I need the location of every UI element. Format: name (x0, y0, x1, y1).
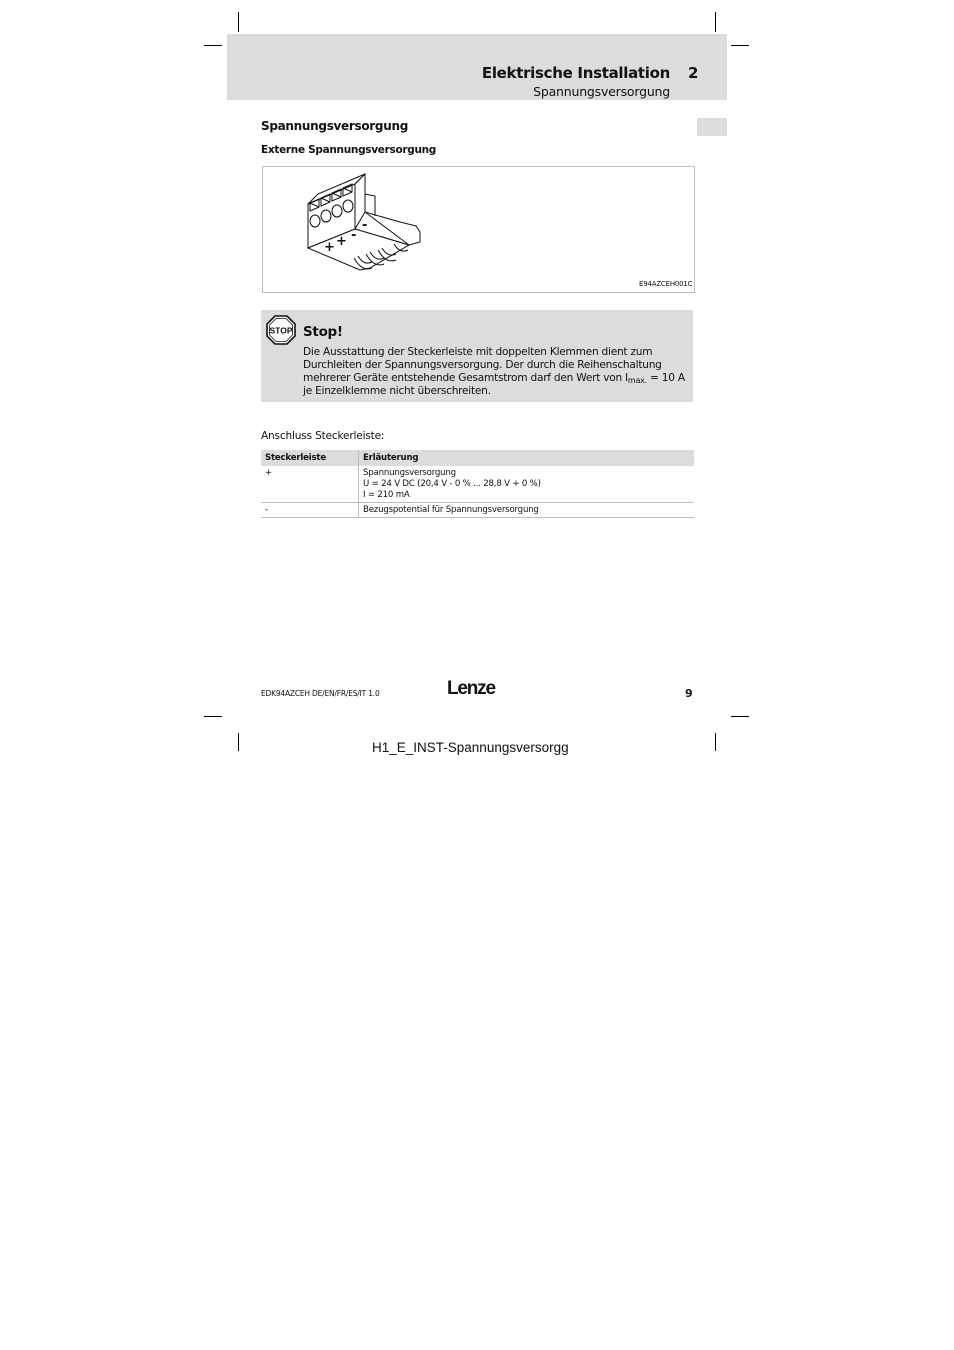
table-cell-description (359, 466, 695, 503)
stop-sign-label: STOP (269, 325, 293, 336)
stop-text (303, 346, 688, 398)
terminal-mark-2: + (336, 234, 347, 249)
connection-intro: Anschluss Steckerleiste: (261, 430, 385, 442)
page-number: 9 (685, 687, 693, 700)
stop-text-subscript: max. (627, 376, 647, 385)
column-header-pin: Steckerleiste (261, 450, 359, 466)
stop-sign-icon (266, 315, 296, 345)
footer-document-id: EDK94AZCEH DE/EN/FR/ES/IT 1.0 (261, 689, 380, 698)
connection-table (261, 450, 694, 518)
table-row (261, 466, 694, 503)
lenze-logo: Lenze (447, 678, 495, 699)
crop-mark-top-right-horizontal (731, 45, 749, 46)
crop-mark-top-left-vertical (238, 12, 239, 32)
stop-title: Stop! (303, 324, 343, 340)
table-cell-pin: + (261, 466, 359, 503)
description-line: Spannungsversorgung (363, 468, 456, 478)
description-line: U = 24 V DC (20,4 V - 0 % ... 28,8 V + 0 %) (363, 479, 541, 489)
section-title: Spannungsversorgung (261, 119, 408, 133)
stop-text-end: = 10 A je Einzelklemme nicht überschreiten. (303, 372, 685, 397)
table-header-row (261, 450, 694, 466)
crop-mark-top-left-horizontal (204, 45, 222, 46)
table-row (261, 503, 694, 518)
description-line: I = 210 mA (363, 490, 410, 500)
crop-mark-top-right-vertical (715, 12, 716, 32)
terminal-mark-1: + (324, 240, 335, 255)
crop-mark-bottom-right-vertical (715, 733, 716, 751)
table-cell-description (359, 503, 695, 518)
file-label: H1_E_INST-Spannungsversorgg (372, 740, 569, 755)
terminal-mark-3: - (351, 228, 357, 243)
chapter-subtitle: Spannungsversorgung (533, 84, 670, 99)
chapter-title: Elektrische Installation (481, 64, 670, 82)
terminal-mark-4: - (362, 218, 368, 233)
crop-mark-bottom-left-vertical (238, 733, 239, 751)
crop-mark-bottom-left-horizontal (204, 716, 222, 717)
chapter-tab-marker (697, 118, 727, 136)
crop-mark-bottom-right-horizontal (731, 716, 749, 717)
section-subtitle: Externe Spannungsversorgung (261, 144, 437, 156)
table-cell-pin: - (261, 503, 359, 518)
description-line: Bezugspotential für Spannungsversorgung (363, 505, 539, 515)
stop-text-main: Die Ausstattung der Steckerleiste mit doppelten Klemmen dient zum Durchleiten der Spannungsversorgung. Der durch die Reihenschaltung mehrerer Geräte entstehende Gesamtstrom darf den Wert von I (303, 346, 662, 384)
connector-plug-illustration (262, 166, 693, 291)
chapter-number: 2 (688, 64, 699, 82)
column-header-description: Erläuterung (359, 450, 695, 466)
figure-code: E94AZCEH001C (639, 280, 693, 288)
